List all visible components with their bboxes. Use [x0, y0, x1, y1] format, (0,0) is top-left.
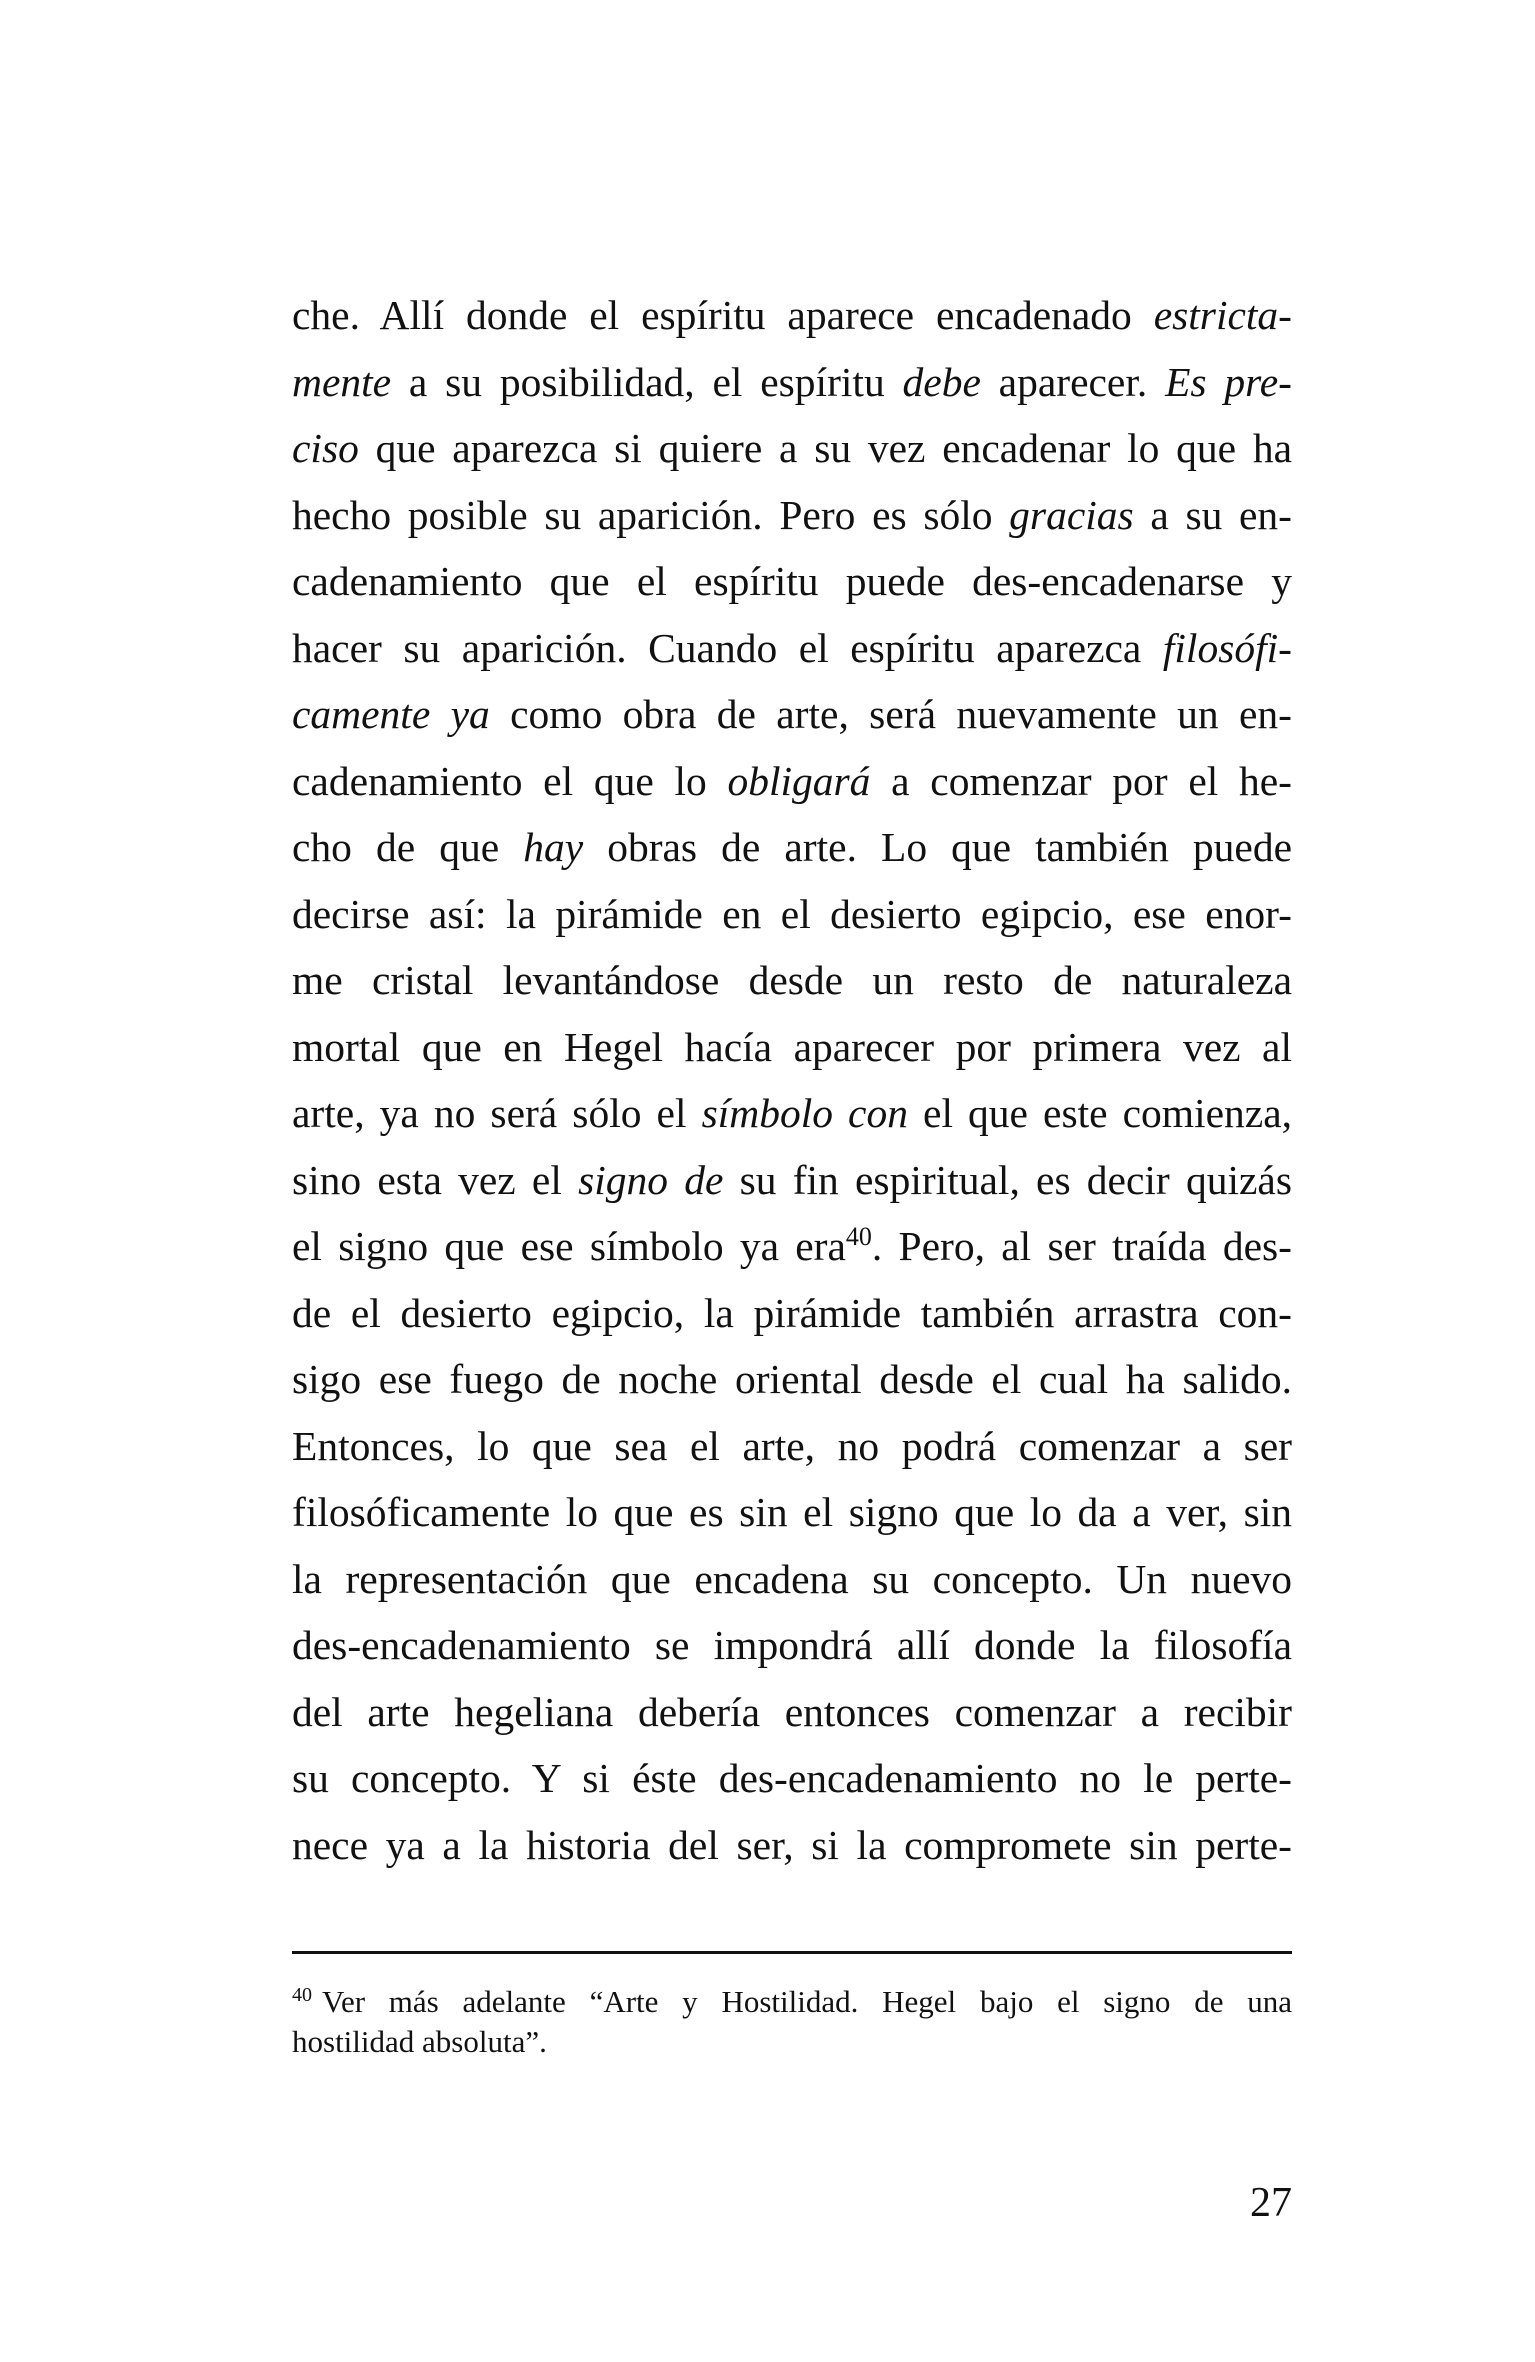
text-line	[292, 881, 1292, 948]
text-line	[292, 1679, 1292, 1746]
italic-text: símbolo con	[701, 1090, 908, 1136]
text-segment: Entonces, lo que sea el arte, no podrá comenzar a ser	[292, 1422, 1292, 1469]
text-segment: che. Allí donde el espíritu aparece encadenado	[292, 292, 1154, 338]
text-line	[292, 1147, 1292, 1214]
text-segment: de el desierto egipcio, la pirámide también arrastra con-	[292, 1289, 1292, 1336]
text-line	[292, 947, 1292, 1014]
text-line	[292, 1280, 1292, 1347]
italic-text: estricta-	[1153, 292, 1292, 338]
text-segment: sino esta vez el	[292, 1156, 579, 1203]
text-line	[292, 282, 1292, 349]
text-line	[292, 1479, 1292, 1546]
text-segment: que aparezca si quiere a su vez encadenar lo que ha	[358, 425, 1292, 471]
footnote-line-2: hostilidad absoluta”.	[292, 2024, 547, 2059]
italic-text: mente	[292, 358, 392, 405]
text-line	[292, 548, 1292, 615]
text-segment: hacer su aparición. Cuando el espíritu aparezca	[292, 624, 1163, 671]
text-segment: mortal que en Hegel hacía aparecer por primera vez al	[292, 1023, 1292, 1070]
footnote-text-1: Ver más adelante “Arte y Hostilidad. Hegel bajo el signo de una	[322, 1984, 1292, 2019]
text-line	[292, 1014, 1292, 1081]
text-segment: des-encadenamiento se impondrá allí donde la filosofía	[292, 1622, 1292, 1668]
page-number: 27	[1250, 2180, 1292, 2226]
text-segment: sigo ese fuego de noche oriental desde el cual ha salido.	[292, 1356, 1292, 1402]
text-segment: del arte hegeliana debería entonces comenzar a recibir	[292, 1688, 1292, 1735]
text-line	[292, 1612, 1292, 1679]
body-text	[292, 282, 1292, 1878]
text-segment: como obra de arte, será nuevamente un en-	[489, 691, 1292, 737]
text-segment: a comenzar por el he-	[870, 757, 1292, 804]
italic-text: Es pre-	[1165, 358, 1292, 405]
text-line	[292, 1812, 1292, 1879]
italic-text: obligará	[727, 757, 871, 804]
text-segment: cadenamiento el que lo	[292, 757, 728, 804]
footnote-number: 40	[292, 1983, 312, 2006]
italic-text: debe	[902, 358, 981, 405]
text-segment: cadenamiento que el espíritu puede des-encadenarse y	[292, 558, 1292, 604]
italic-text: ciso	[292, 425, 359, 471]
footnote-rule	[292, 1951, 1292, 1954]
text-segment: decirse así: la pirámide en el desierto egipcio, ese enor-	[292, 890, 1292, 937]
italic-text: filosófi-	[1162, 624, 1292, 671]
text-line	[292, 1346, 1292, 1413]
text-segment: arte, ya no será sólo el	[292, 1090, 702, 1136]
text-line	[292, 814, 1292, 881]
text-line	[292, 349, 1292, 416]
text-segment: el signo que ese símbolo ya era	[292, 1223, 846, 1269]
italic-text: hay	[523, 824, 584, 870]
text-segment: su concepto. Y si éste des-encadenamiento no le perte-	[292, 1755, 1292, 1801]
text-line	[292, 615, 1292, 682]
footnote-line-1	[292, 1982, 1292, 2022]
text-line	[292, 1080, 1292, 1147]
text-segment: nece ya a la historia del ser, si la compromete sin perte-	[292, 1821, 1292, 1868]
text-segment: aparecer.	[980, 358, 1166, 405]
text-segment: el que este comienza,	[907, 1090, 1292, 1136]
footnote	[292, 1982, 1292, 2062]
text-line	[292, 748, 1292, 815]
text-line	[292, 681, 1292, 748]
text-segment: a su posibilidad, el espíritu	[391, 358, 903, 405]
text-line	[292, 1413, 1292, 1480]
text-line	[292, 1745, 1292, 1812]
footnote-reference: 40	[845, 1222, 872, 1252]
italic-text: camente ya	[292, 691, 490, 737]
text-line	[292, 1213, 1292, 1280]
text-segment: me cristal levantándose desde un resto de naturaleza	[292, 957, 1292, 1003]
text-segment: . Pero, al ser traída des-	[871, 1223, 1292, 1269]
text-line	[292, 415, 1292, 482]
text-line	[292, 1546, 1292, 1613]
text-segment: obras de arte. Lo que también puede	[583, 824, 1292, 870]
text-segment: su fin espiritual, es decir quizás	[723, 1156, 1292, 1203]
text-segment: filosóficamente lo que es sin el signo que lo da a ver, sin	[292, 1489, 1292, 1535]
text-segment: hecho posible su aparición. Pero es sólo	[292, 491, 1010, 538]
text-segment: a su en-	[1133, 491, 1293, 538]
italic-text: gracias	[1009, 491, 1134, 538]
italic-text: signo de	[578, 1156, 724, 1203]
text-segment: la representación que encadena su concepto. Un nuevo	[292, 1555, 1292, 1602]
text-line	[292, 482, 1292, 549]
text-segment: cho de que	[292, 824, 524, 870]
